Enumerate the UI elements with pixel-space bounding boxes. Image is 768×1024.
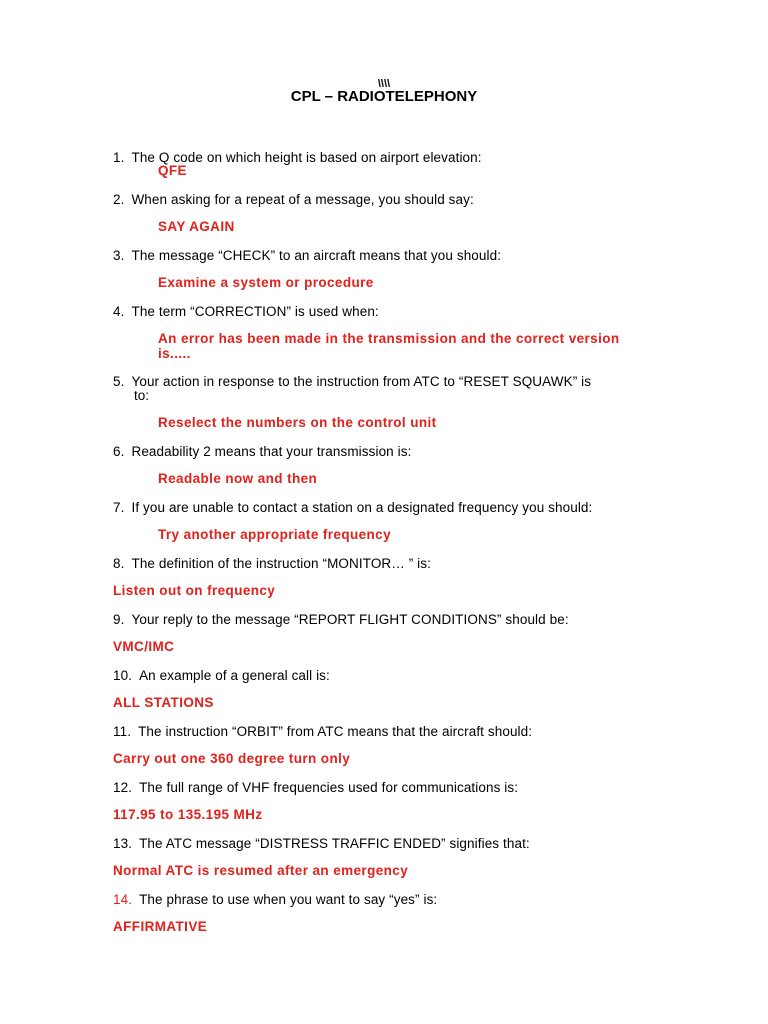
answer-4-line-1: An error has been made in the transmission and the correct version — [158, 331, 620, 346]
question-9 — [113, 612, 569, 628]
question-text: The phrase to use when you want to say “yes” is: — [139, 892, 438, 907]
question-10 — [113, 668, 330, 684]
answer-13: Normal ATC is resumed after an emergency — [113, 863, 409, 878]
question-number: 2. — [113, 192, 125, 207]
question-3 — [113, 248, 501, 264]
answer-6: Readable now and then — [158, 471, 318, 486]
question-2 — [113, 192, 474, 208]
question-number: 9. — [113, 612, 125, 627]
answer-1: QFE — [158, 163, 187, 178]
answer-2: SAY AGAIN — [158, 219, 235, 234]
question-text: An example of a general call is: — [139, 668, 330, 683]
question-text: The Q code on which height is based on airport elevation: — [131, 150, 482, 165]
question-text: Readability 2 means that your transmission is: — [131, 444, 412, 459]
question-number: 8. — [113, 556, 125, 571]
question-7 — [113, 500, 592, 516]
question-text: The term “CORRECTION” is used when: — [131, 304, 379, 319]
answer-12: 117.95 to 135.195 MHz — [113, 807, 263, 822]
question-number: 7. — [113, 500, 125, 515]
question-text: If you are unable to contact a station on a designated frequency you should: — [131, 500, 593, 515]
answer-7: Try another appropriate frequency — [158, 527, 392, 542]
question-number: 13. — [113, 836, 133, 851]
question-number: 6. — [113, 444, 125, 459]
answer-3: Examine a system or procedure — [158, 275, 374, 290]
answer-14: AFFIRMATIVE — [113, 919, 208, 934]
question-text: The instruction “ORBIT” from ATC means that the aircraft should: — [138, 724, 533, 739]
question-number: 4. — [113, 304, 125, 319]
question-number: 3. — [113, 248, 125, 263]
question-number: 5. — [113, 374, 125, 389]
answer-8: Listen out on frequency — [113, 583, 276, 598]
question-4 — [113, 304, 379, 320]
question-text: The message “CHECK” to an aircraft means that you should: — [131, 248, 502, 263]
question-5 — [113, 374, 591, 390]
answer-10: ALL STATIONS — [113, 695, 214, 710]
question-number: 14. — [113, 892, 133, 907]
answer-9: VMC/IMC — [113, 639, 175, 654]
answer-11: Carry out one 360 degree turn only — [113, 751, 351, 766]
question-5-continuation: to: — [134, 388, 150, 403]
header-mark: \\\\ — [377, 78, 391, 90]
question-13 — [113, 836, 530, 852]
question-number: 1. — [113, 150, 125, 165]
question-14 — [113, 892, 437, 908]
answer-4-line-2: is..... — [158, 346, 191, 361]
question-number: 12. — [113, 780, 133, 795]
question-text: Your action in response to the instruction from ATC to “RESET SQUAWK” is — [131, 374, 592, 389]
answer-5: Reselect the numbers on the control unit — [158, 415, 437, 430]
question-text: The full range of VHF frequencies used for communications is: — [139, 780, 519, 795]
question-number: 11. — [113, 724, 132, 739]
question-text: The definition of the instruction “MONITOR… ” is: — [131, 556, 431, 571]
question-6 — [113, 444, 411, 460]
question-11 — [113, 724, 532, 740]
question-text: Your reply to the message “REPORT FLIGHT CONDITIONS” should be: — [131, 612, 569, 627]
question-number: 10. — [113, 668, 133, 683]
page-title: CPL – RADIOTELEPHONY — [290, 88, 478, 105]
question-text: When asking for a repeat of a message, you should say: — [131, 192, 474, 207]
question-8 — [113, 556, 431, 572]
question-12 — [113, 780, 518, 796]
question-text: The ATC message “DISTRESS TRAFFIC ENDED” signifies that: — [139, 836, 530, 851]
